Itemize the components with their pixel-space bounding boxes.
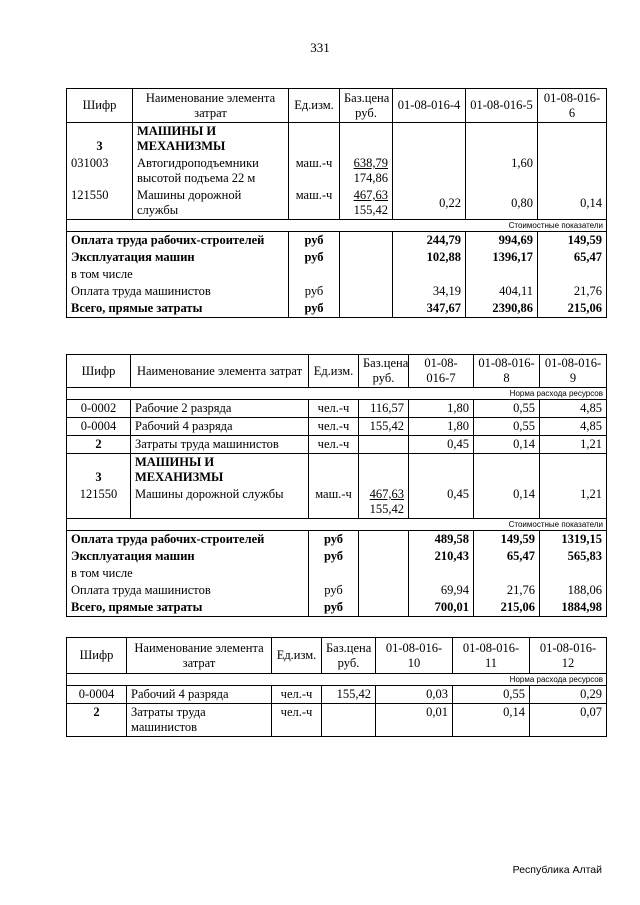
cost-unit: руб — [289, 300, 340, 318]
table-row — [67, 704, 607, 737]
resource-code: 2 — [67, 436, 131, 454]
header-col-2: 01-08-016-8 — [474, 355, 540, 388]
resource-code: 031003 — [67, 155, 133, 187]
cost-value-2: 21,76 — [474, 582, 540, 599]
header-price: Баз.цена руб. — [322, 638, 376, 674]
resource-table-2 — [66, 354, 607, 617]
cost-value-1: 700,01 — [409, 599, 474, 617]
cost-value-3: 1319,15 — [540, 531, 607, 549]
cost-unit: руб — [309, 582, 359, 599]
cost-value-3: 65,47 — [538, 249, 607, 266]
cost-name: в том числе — [67, 266, 289, 283]
table-row — [67, 155, 607, 187]
cost-value-1: 102,88 — [393, 249, 466, 266]
cost-value-1: 34,19 — [393, 283, 466, 300]
cost-value-2: 2390,86 — [466, 300, 538, 318]
resource-unit: чел.-ч — [309, 436, 359, 454]
resource-unit: маш.-ч — [289, 187, 340, 220]
cost-name: в том числе — [67, 565, 309, 582]
price-base: 467,63 — [353, 188, 388, 202]
value-2: 1,60 — [466, 155, 538, 187]
value-3: 1,21 — [540, 486, 607, 519]
cost-name: Оплата труда машинистов — [67, 582, 309, 599]
header-col-2: 01-08-016-11 — [453, 638, 530, 674]
cost-value-2: 404,11 — [466, 283, 538, 300]
resource-name: Машины дорожной службы — [131, 486, 309, 519]
header-col-1: 01-08-016-7 — [409, 355, 474, 388]
table-header — [67, 89, 607, 123]
cost-row — [67, 582, 607, 599]
header-col-2: 01-08-016-5 — [466, 89, 538, 123]
cost-value-2: 1396,17 — [466, 249, 538, 266]
price-labor: 174,86 — [353, 171, 388, 185]
header-col-3: 01-08-016-9 — [540, 355, 607, 388]
header-col-3: 01-08-016-12 — [530, 638, 607, 674]
value-3: 4,85 — [540, 418, 607, 436]
price-base: 638,79 — [353, 156, 388, 170]
header-name: Наименование элемента затрат — [133, 89, 289, 123]
cost-name: Всего, прямые затраты — [67, 300, 289, 318]
resource-table-1 — [66, 88, 607, 318]
table-row — [67, 400, 607, 418]
cost-unit: руб — [309, 599, 359, 617]
cost-name: Эксплуатация машин — [67, 548, 309, 565]
cost-value-3: 565,83 — [540, 548, 607, 565]
resource-table-3 — [66, 637, 607, 737]
cost-value-1: 69,94 — [409, 582, 474, 599]
table-row — [67, 436, 607, 454]
resource-unit: чел.-ч — [309, 400, 359, 418]
value-3 — [538, 155, 607, 187]
section-title: МАШИНЫ И МЕХАНИЗМЫ — [133, 123, 289, 156]
norm-section-label — [67, 674, 607, 686]
resource-name: Затраты труда машинистов — [127, 704, 272, 737]
header-name: Наименование элемента затрат — [131, 355, 309, 388]
header-col-1: 01-08-016-10 — [376, 638, 453, 674]
resource-price: 116,57 — [359, 400, 409, 418]
cost-row — [67, 266, 607, 283]
resource-name: Затраты труда машинистов — [131, 436, 309, 454]
cost-section-label — [67, 220, 607, 232]
value-1 — [393, 155, 466, 187]
table-header — [67, 355, 607, 388]
header-unit: Ед.изм. — [289, 89, 340, 123]
cost-unit: руб — [289, 283, 340, 300]
header-price: Баз.цена руб. — [359, 355, 409, 388]
cost-value-1: 489,58 — [409, 531, 474, 549]
cost-row — [67, 300, 607, 318]
header-code: Шифр — [67, 638, 127, 674]
cost-value-3: 188,06 — [540, 582, 607, 599]
section-code: 3 — [67, 123, 133, 156]
table-row — [67, 686, 607, 704]
header-col-1: 01-08-016-4 — [393, 89, 466, 123]
price-base: 467,63 — [369, 487, 404, 501]
page-number: 331 — [310, 40, 330, 55]
table-row — [67, 418, 607, 436]
cost-value-2: 994,69 — [466, 232, 538, 250]
resource-code: 2 — [67, 704, 127, 737]
header-code: Шифр — [67, 355, 131, 388]
cost-row — [67, 565, 607, 582]
value-2: 0,14 — [474, 436, 540, 454]
cost-value-2: 65,47 — [474, 548, 540, 565]
resource-unit: чел.-ч — [272, 686, 322, 704]
resource-name: Рабочие 2 разряда — [131, 400, 309, 418]
header-code: Шифр — [67, 89, 133, 123]
cost-value-2: 149,59 — [474, 531, 540, 549]
norm-section-title: Норма расхода ресурсов — [474, 388, 607, 400]
cost-row — [67, 599, 607, 617]
header-unit: Ед.изм. — [272, 638, 322, 674]
footer-region: Республика Алтай — [512, 864, 602, 876]
cost-unit: руб — [289, 232, 340, 250]
value-1: 0,03 — [376, 686, 453, 704]
cost-name: Оплата труда машинистов — [67, 283, 289, 300]
resource-price — [322, 704, 376, 737]
cost-row — [67, 548, 607, 565]
value-1: 0,01 — [376, 704, 453, 737]
value-1: 1,80 — [409, 418, 474, 436]
value-3: 1,21 — [540, 436, 607, 454]
header-unit: Ед.изм. — [309, 355, 359, 388]
cost-unit: руб — [309, 531, 359, 549]
value-1: 0,45 — [409, 486, 474, 519]
value-2: 0,80 — [466, 187, 538, 220]
value-2: 0,14 — [474, 486, 540, 519]
resource-name: Автогидроподъемники высотой подъема 22 м — [133, 155, 289, 187]
table-row — [67, 486, 607, 519]
resource-code: 0-0002 — [67, 400, 131, 418]
resource-unit: чел.-ч — [309, 418, 359, 436]
price-labor: 155,42 — [369, 502, 404, 516]
resource-price: 155,42 — [322, 686, 376, 704]
cost-section-title: Стоимостные показатели — [474, 519, 607, 531]
resource-name: Рабочий 4 разряда — [127, 686, 272, 704]
price-labor: 155,42 — [353, 203, 388, 217]
cost-value-3: 21,76 — [538, 283, 607, 300]
header-name: Наименование элемента затрат — [127, 638, 272, 674]
norm-section-label — [67, 388, 607, 400]
cost-name: Оплата труда рабочих-строителей — [67, 531, 309, 549]
resource-unit: маш.-ч — [309, 486, 359, 519]
resource-name: Машины дорожной службы — [133, 187, 289, 220]
cost-row — [67, 232, 607, 250]
resource-unit: чел.-ч — [272, 704, 322, 737]
cost-value-1: 347,67 — [393, 300, 466, 318]
header-price: Баз.цена руб. — [340, 89, 393, 123]
section-row — [67, 454, 607, 487]
cost-section-title: Стоимостные показатели — [466, 220, 607, 232]
resource-code: 0-0004 — [67, 418, 131, 436]
resource-code: 0-0004 — [67, 686, 127, 704]
value-2: 0,55 — [453, 686, 530, 704]
cost-name: Всего, прямые затраты — [67, 599, 309, 617]
cost-value-3: 215,06 — [538, 300, 607, 318]
cost-section-label — [67, 519, 607, 531]
value-1: 0,45 — [409, 436, 474, 454]
cost-row — [67, 283, 607, 300]
resource-unit: маш.-ч — [289, 155, 340, 187]
cost-name: Эксплуатация машин — [67, 249, 289, 266]
value-1: 1,80 — [409, 400, 474, 418]
section-row — [67, 123, 607, 156]
value-2: 0,14 — [453, 704, 530, 737]
resource-price — [359, 436, 409, 454]
cost-name: Оплата труда рабочих-строителей — [67, 232, 289, 250]
cost-unit: руб — [309, 548, 359, 565]
cost-row — [67, 531, 607, 549]
section-code: 3 — [67, 454, 131, 487]
cost-unit: руб — [289, 249, 340, 266]
cost-value-1: 210,43 — [409, 548, 474, 565]
value-3: 0,14 — [538, 187, 607, 220]
cost-value-1: 244,79 — [393, 232, 466, 250]
table-row — [67, 187, 607, 220]
resource-name: Рабочий 4 разряда — [131, 418, 309, 436]
cost-value-3: 1884,98 — [540, 599, 607, 617]
section-title: МАШИНЫ И МЕХАНИЗМЫ — [131, 454, 309, 487]
resource-code: 121550 — [67, 187, 133, 220]
resource-price: 155,42 — [359, 418, 409, 436]
value-3: 4,85 — [540, 400, 607, 418]
cost-row — [67, 249, 607, 266]
norm-section-title: Норма расхода ресурсов — [453, 674, 607, 686]
value-1: 0,22 — [393, 187, 466, 220]
cost-value-3: 149,59 — [538, 232, 607, 250]
cost-value-2: 215,06 — [474, 599, 540, 617]
value-2: 0,55 — [474, 400, 540, 418]
value-2: 0,55 — [474, 418, 540, 436]
table-header — [67, 638, 607, 674]
resource-code: 121550 — [67, 486, 131, 519]
value-3: 0,29 — [530, 686, 607, 704]
header-col-3: 01-08-016-6 — [538, 89, 607, 123]
value-3: 0,07 — [530, 704, 607, 737]
